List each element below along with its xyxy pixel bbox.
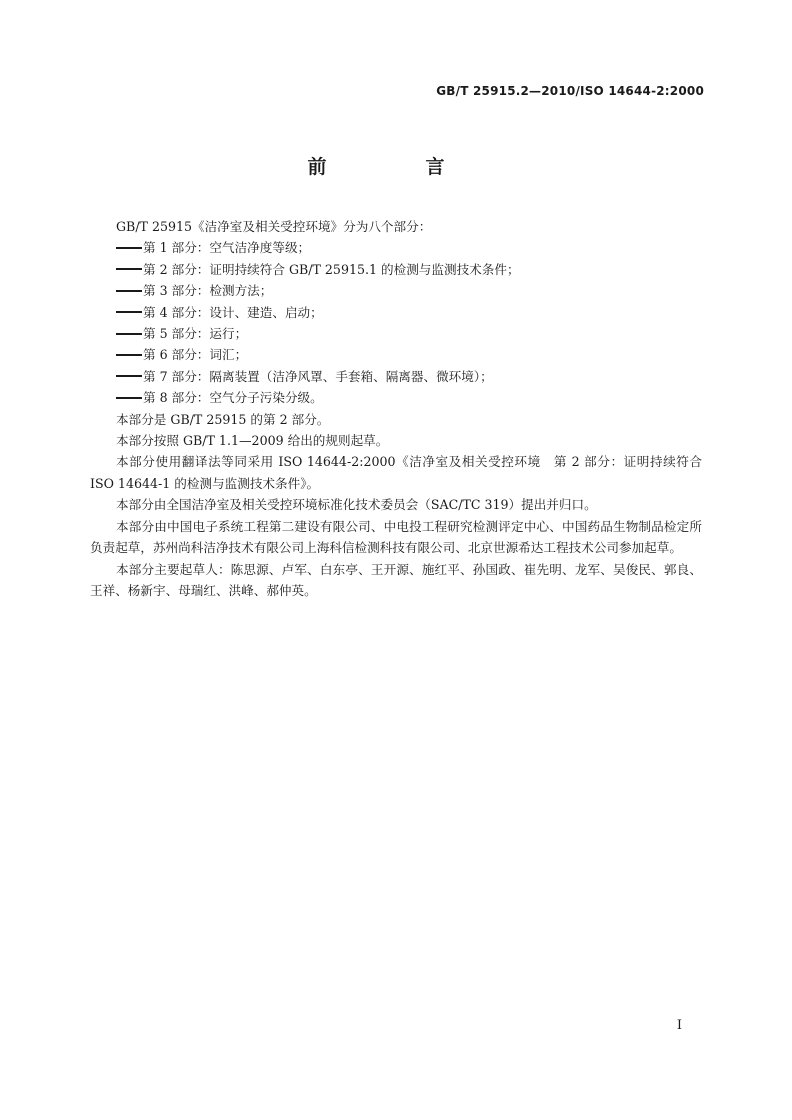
part-label: 第 7 部分：隔离装置（洁净风罩、手套箱、隔离器、微环境）； [143, 368, 493, 384]
page-number: I [676, 1018, 682, 1033]
paragraph: 本部分由全国洁净室及相关受控环境标准化技术委员会（SAC/TC 319）提出并归口。 [116, 497, 597, 513]
list-item [90, 344, 702, 365]
list-item [90, 280, 702, 301]
part-label: 第 1 部分：空气洁净度等级； [143, 240, 311, 256]
em-dash-marker [116, 268, 142, 270]
em-dash-marker [116, 290, 142, 292]
em-dash-marker [116, 247, 142, 249]
part-label: 第 5 部分：运行； [143, 326, 248, 342]
standard-number-header: GB/T 25915.2—2010/ISO 14644-2:2000 [436, 84, 704, 98]
list-item [90, 387, 702, 408]
page-title: 前 言 [307, 156, 485, 178]
em-dash-marker [116, 397, 142, 399]
em-dash-marker [116, 333, 142, 335]
part-label: 第 6 部分：词汇； [143, 347, 248, 363]
paragraph: 本部分是 GB/T 25915 的第 2 部分。 [116, 411, 330, 427]
em-dash-marker [116, 375, 142, 377]
paragraph: 本部分按照 GB/T 1.1—2009 给出的规则起草。 [116, 433, 389, 449]
part-label: 第 2 部分：证明持续符合 GB/T 25915.1 的检测与监测技术条件； [143, 261, 520, 277]
paragraph: 本部分由中国电子系统工程第二建设有限公司、中电投工程研究检测评定中心、中国药品生物制品检定所负责起草，苏州尚科洁净技术有限公司上海科信检测科技有限公司、北京世源希达工程技术公司参加起草。 [90, 518, 702, 556]
part-label: 第 3 部分：检测方法； [143, 283, 273, 299]
paragraph: 本部分使用翻译法等同采用 ISO 14644-2:2000《洁净室及相关受控环境 第 2 部分：证明持续符合 ISO 14644-1 的检测与监测技术条件》。 [90, 454, 702, 491]
intro-line: GB/T 25915《洁净室及相关受控环境》分为八个部分： [116, 219, 432, 234]
list-item [90, 237, 702, 258]
list-item [90, 259, 702, 280]
em-dash-marker [116, 354, 142, 356]
list-item [90, 302, 702, 323]
foreword-body [90, 216, 702, 601]
list-item [90, 366, 702, 387]
part-label: 第 8 部分：空气分子污染分级。 [143, 390, 323, 406]
part-label: 第 4 部分：设计、建造、启动； [143, 304, 323, 320]
list-item [90, 323, 702, 344]
em-dash-marker [116, 311, 142, 313]
paragraph: 本部分主要起草人：陈思源、卢军、白东亭、王开源、施红平、孙国政、崔先明、龙军、吴俊民、郭良、王祥、杨新宇、母瑞红、洪峰、郝仲英。 [90, 561, 702, 598]
